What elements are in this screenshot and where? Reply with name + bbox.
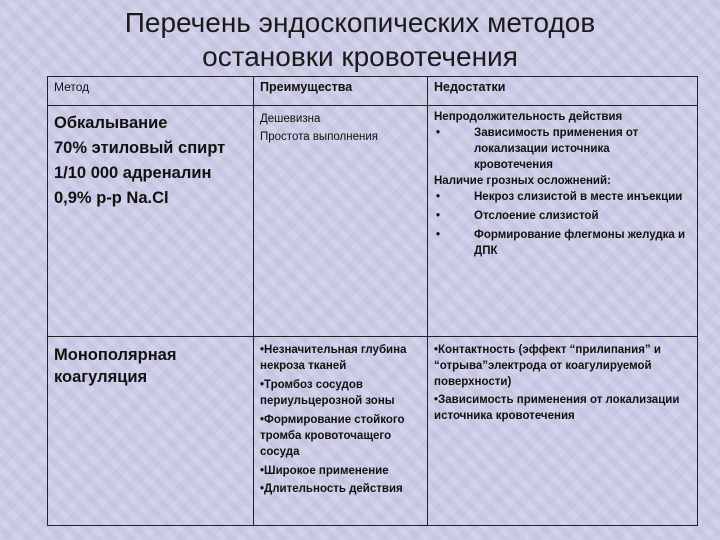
cell-advantages xyxy=(254,106,428,337)
advantage-item: Простота выполнения xyxy=(260,131,379,143)
header-disadvantages: Недостатки xyxy=(428,77,698,106)
header-method: Метод xyxy=(48,77,254,106)
cell-disadvantages xyxy=(428,337,698,526)
bullet-icon: • xyxy=(436,229,441,241)
bullet-icon: • xyxy=(436,210,441,222)
method-line: Монополярная xyxy=(54,346,177,364)
slide-title xyxy=(0,6,720,74)
table-row xyxy=(48,337,698,526)
advantage-item: •Тромбоз сосудов периульцерозной зоны xyxy=(260,379,395,407)
method-line: 70% этиловый спирт xyxy=(54,139,226,157)
advantage-item: Дешевизна xyxy=(260,113,321,125)
disadvantage-bullet: • Зависимость применения от локализации источника кровотечения xyxy=(436,127,639,171)
advantage-item: •Широкое применение xyxy=(260,465,389,477)
disadvantage-bullet: • Формирование флегмоны желудка и ДПК xyxy=(436,229,686,257)
method-line: 0,9% р-р Na.Cl xyxy=(54,189,169,207)
advantage-item: •Формирование стойкого тромба кровоточащего сосуда xyxy=(260,414,405,458)
method-line: коагуляция xyxy=(54,368,148,386)
cell-disadvantages xyxy=(428,106,698,337)
table-row xyxy=(48,106,698,337)
bullet-icon: • xyxy=(436,127,441,139)
cell-method xyxy=(48,337,254,526)
advantage-item: •Длительность действия xyxy=(260,483,403,495)
bullet-icon: • xyxy=(436,191,441,203)
title-line-1: Перечень эндоскопических методов xyxy=(124,7,596,38)
header-advantages: Преимущества xyxy=(254,77,428,106)
cell-method xyxy=(48,106,254,337)
disadvantage-bullet: • Отслоение слизистой xyxy=(436,210,599,222)
title-line-2: остановки кровотечения xyxy=(202,41,518,72)
disadvantage-line: Наличие грозных осложнений: xyxy=(434,175,611,187)
disadvantage-item: •Контактность (эффект “прилипания” и “отрыва”электрода от коагулируемой поверхности) xyxy=(434,344,661,388)
disadvantage-item: •Зависимость применения от локализации источника кровотечения xyxy=(434,394,680,422)
disadvantage-bullet: • Некроз слизистой в месте инъекции xyxy=(436,191,683,203)
cell-advantages xyxy=(254,337,428,526)
method-line: Обкалывание xyxy=(54,114,168,132)
disadvantage-line: Непродолжительность действия xyxy=(434,111,623,123)
advantage-item: •Незначительная глубина некроза тканей xyxy=(260,344,407,372)
method-line: 1/10 000 адреналин xyxy=(54,164,212,182)
table-header-row xyxy=(48,77,698,106)
methods-table xyxy=(47,76,698,526)
